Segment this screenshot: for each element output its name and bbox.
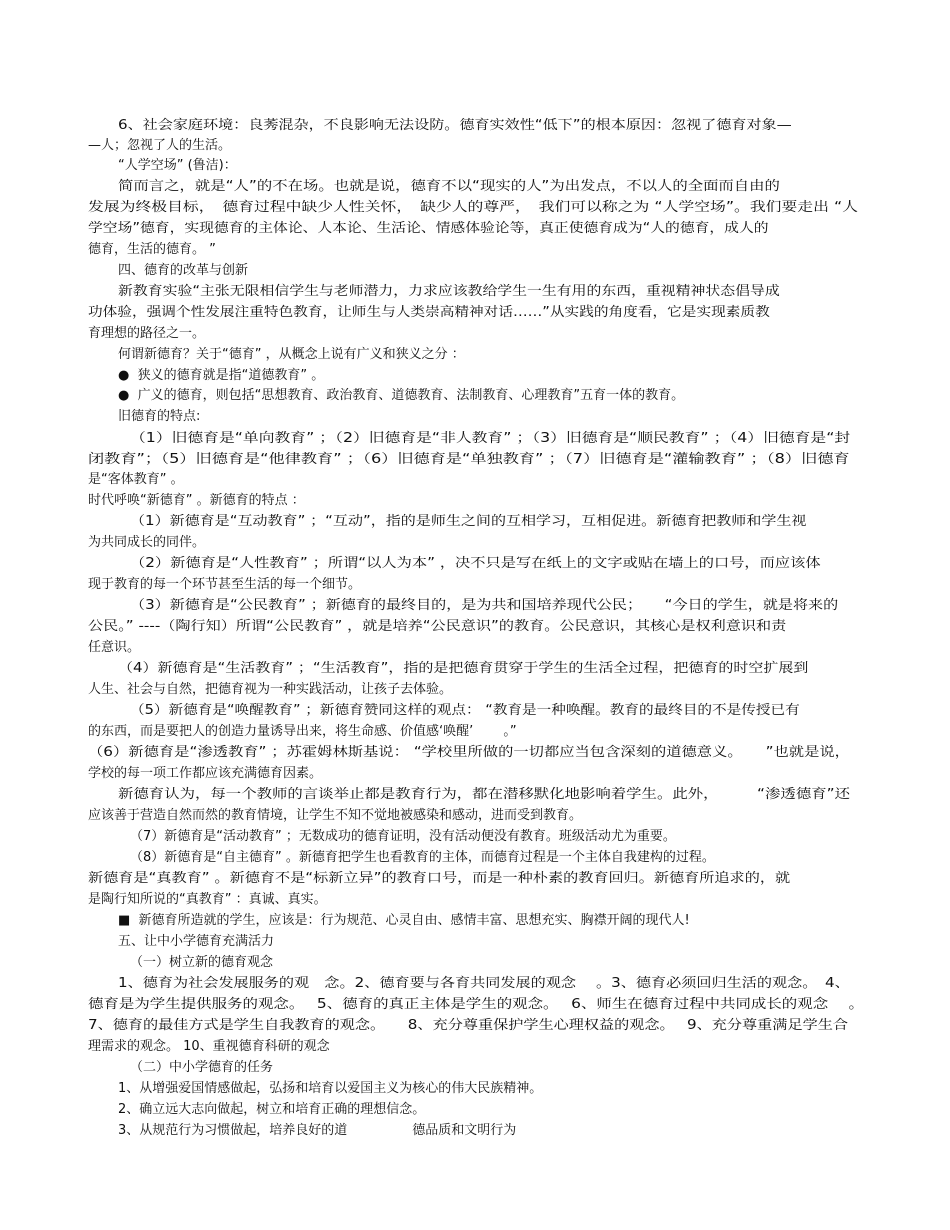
text-line: 功体验，强调个性发展注重特色教育，让师生与人类崇高精神对话……”从实践的角度看，它是实现素质教 — [88, 305, 770, 320]
text-line: ● 广义的德育，则包括“思想教育、政治教育、道德教育、法制教育、心理教育”五育一体的教育。 — [118, 388, 685, 403]
text-line: 7、德育的最佳方式是学生自我教育的观念。 8、充分尊重保护学生心理权益的观念。 9、充分尊重满足学生合 — [88, 1018, 848, 1033]
text-line: —人；忽视了人的生活。 — [88, 138, 232, 153]
text-line: 五、让中小学德育充满活力 — [118, 934, 275, 949]
text-line: 育理想的路径之一。 — [88, 326, 206, 341]
text-line: （1）新德育是“互动教育” ；“互动”，指的是师生之间的互相学习，互相促进。新德育把教师和学生视 — [130, 514, 807, 529]
text-line: 四、德育的改革与创新 — [118, 263, 249, 278]
text-line: 公民。” ----（陶行知）所谓“公民教育” ，就是培养“公民意识”的教育。公民意识，其核心是权利意识和责 — [88, 619, 787, 634]
text-line: （6）新德育是“渗透教育” ；苏霍姆林斯基说： “学校里所做的一切都应当包含深刻的道德意义。 ”也就是说， — [88, 745, 850, 760]
text-line: 旧德育的特点: — [118, 409, 201, 424]
text-line: （5）新德育是“唤醒教育” ；新德育赞同这样的观点： “教育是一种唤醒。教育的最终目的不是传授已有 — [130, 703, 800, 718]
text-line: “人学空场” (鲁洁)： — [118, 158, 237, 173]
text-line: 是“客体教育” 。 — [88, 472, 184, 487]
text-line: 新德育认为，每一个教师的言谈举止都是教育行为，都在潜移默化地影响着学生。此外， “渗透德育”还 — [118, 787, 851, 802]
text-line: 为共同成长的同伴。 — [88, 535, 206, 550]
text-line: 现于教育的每一个环节甚至生活的每一个细节。 — [88, 577, 362, 592]
text-line: 2、确立远大志向做起，树立和培育正确的理想信念。 — [118, 1102, 426, 1117]
text-line: 人生、社会与自然，把德育视为一种实践活动，让孩子去体验。 — [88, 682, 453, 697]
text-line: 德育，生活的德育。 ” — [88, 242, 216, 257]
text-line: 新德育是“真教育” 。新德育不是“标新立异”的教育口号，而是一种朴素的教育回归。新德育所追求的，就 — [88, 871, 791, 886]
text-line: 3、从规范行为习惯做起，培养良好的道 德品质和文明行为 — [118, 1123, 517, 1138]
text-line: 任意识。 — [88, 640, 141, 655]
text-line: 学校的每一项工作都应该充满德育因素。 — [88, 766, 323, 781]
text-line: 何谓新德育？关于“德育” ，从概念上说有广义和狭义之分 ： — [118, 347, 465, 362]
text-line: （8）新德育是“自主德育” 。新德育把学生也看教育的主体，而德育过程是一个主体自我建构的过程。 — [130, 850, 715, 865]
text-line: 新教育实验“主张无限相信学生与老师潜力，力求应该教给学生一生有用的东西，重视精神状态倡导成 — [118, 284, 780, 299]
text-line: 学空场”德育，实现德育的主体论、人本论、生活论、情感体验论等，真正使德育成为“人的德育，成人的 — [88, 221, 769, 236]
text-line: 理需求的观念。 10、重视德育科研的观念 — [88, 1039, 330, 1054]
text-line: 1、德育为社会发展服务的观 念。2、德育要与各育共同发展的观念 。3、德育必须回归生活的观念。 4、 — [118, 976, 850, 991]
text-line: （二）中小学德育的任务 — [130, 1060, 274, 1075]
text-line: ■ 新德育所造就的学生，应该是：行为规范、心灵自由、感情丰富、思想充实、胸襟开阔的现代人! — [118, 913, 690, 928]
text-line: 6、社会家庭环境：良莠混杂，不良影响无法设防。德育实效性“低下”的根本原因：忽视了德育对象— — [118, 118, 792, 133]
text-line: （2）新德育是“人性教育” ；所谓“以人为本” ，决不只是写在纸上的文字或贴在墙上的口号，而应该体 — [130, 556, 821, 571]
text-line: （7）新德育是“活动教育” ；无数成功的德育证明，没有活动便没有教育。班级活动尤为重要。 — [130, 829, 676, 844]
text-line: 德育是为学生提供服务的观念。 5、德育的真正主体是学生的观念。 6、师生在德育过程中共同成长的观念 。 — [88, 997, 864, 1012]
text-line: （1）旧德育是“单向教育” ；（2）旧德育是“非人教育” ；（3）旧德育是“顺民教育” ；（4）旧德育是“封 — [130, 431, 851, 446]
text-line: （一）树立新的德育观念 — [130, 955, 274, 970]
text-line: 应该善于营造自然而然的教育情境，让学生不知不觉地被感染和感动，进而受到教育。 — [88, 808, 583, 823]
text-line: （4）新德育是“生活教育” ；“生活教育”，指的是把德育贯穿于学生的生活全过程，把德育的时空扩展到 — [118, 661, 809, 676]
text-line: ● 狭义的德育就是指“道德教育” 。 — [118, 368, 325, 383]
text-line: 时代呼唤“新德育” 。新德育的特点 ： — [88, 493, 305, 508]
text-line: 是陶行知所说的“真教育” ：真诚、真实。 — [88, 892, 327, 907]
text-line: 发展为终极目标， 德育过程中缺少人性关怀， 缺少人的尊严， 我们可以称之为 “人学空场”。我们要走出 “人 — [88, 200, 858, 215]
text-line: 1、从增强爱国情感做起，弘扬和培育以爱国主义为核心的伟大民族精神。 — [118, 1081, 543, 1096]
text-line: 的东西，而是要把人的创造力量诱导出来，将生命感、价值感‘唤醒’ 。” — [88, 724, 517, 739]
text-line: 简而言之，就是“人”的不在场。也就是说，德育不以“现实的人”为出发点，不以人的全面而自由的 — [118, 179, 780, 194]
text-line: 闭教育”；（5）旧德育是“他律教育” ；（6）旧德育是“单独教育” ；（7）旧德育是“灌输教育” ；（8）旧德育 — [88, 452, 850, 467]
text-line: （3）新德育是“公民教育” ；新德育的最终目的，是为共和国培养现代公民； “今日的学生，就是将来的 — [130, 598, 839, 613]
